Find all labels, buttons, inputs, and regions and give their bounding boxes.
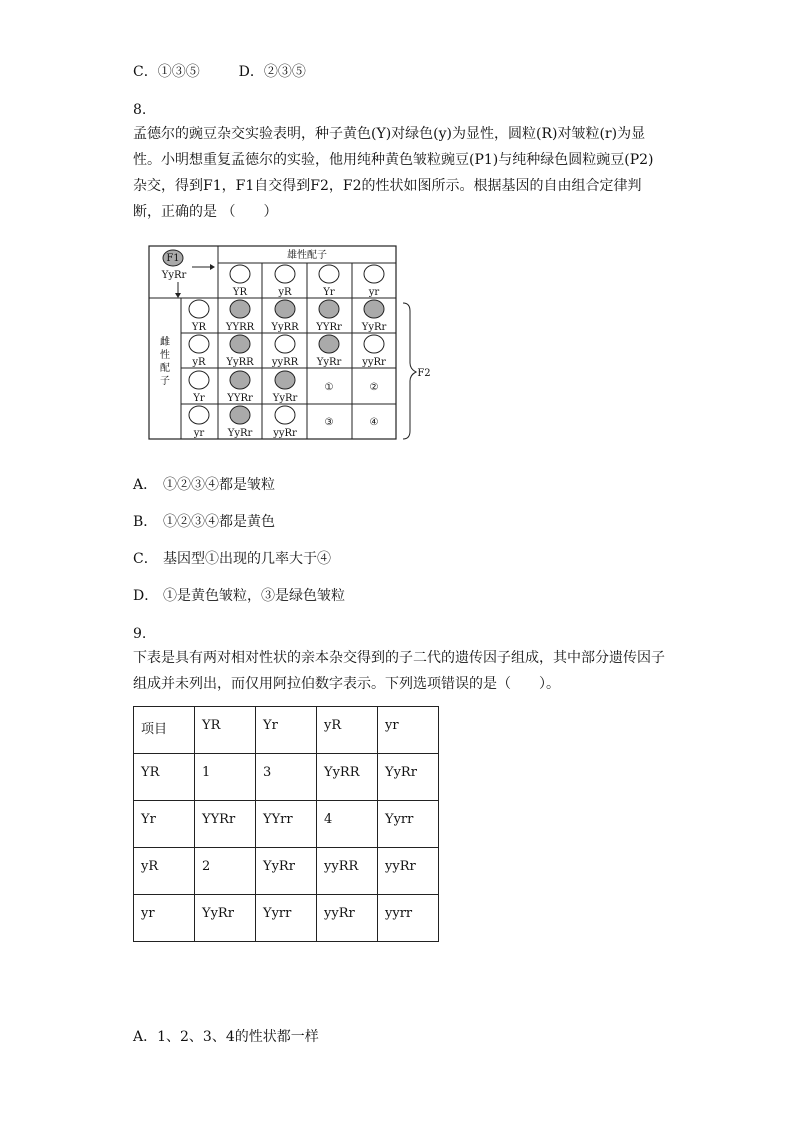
yellow-seed-icon	[319, 300, 339, 318]
f2-brace-icon	[403, 303, 416, 439]
question-9-stem: 下表是具有两对相对性状的亲本杂交得到的子二代的遗传因子组成，其中部分遗传因子组成并未列出，而仅用阿拉伯数字表示。下列选项错误的是（ ）。	[133, 650, 665, 692]
yellow-seed-icon	[230, 371, 250, 389]
option-label: C．	[133, 551, 158, 567]
arrow-down-head	[175, 293, 181, 298]
arrow-right-head	[210, 264, 215, 270]
table-cell: YyRr	[256, 848, 317, 895]
punnett-svg	[148, 245, 433, 442]
genotype-table	[133, 706, 439, 942]
table-cell: yr	[134, 895, 195, 942]
yellow-seed-icon	[230, 335, 250, 353]
female-gamete-seed-icon	[189, 406, 209, 424]
f2-genotype-label: YyRr	[361, 322, 387, 333]
question-8-option-a[interactable]	[133, 475, 275, 495]
table-cell: 2	[195, 848, 256, 895]
f2-genotype-label: YyRr	[227, 428, 253, 439]
table-cell: Yyrr	[256, 895, 317, 942]
f2-cell-marker: ②	[369, 382, 379, 393]
question-8-option-b[interactable]	[133, 512, 275, 532]
option-label: D．	[133, 588, 159, 604]
male-gamete-seed-icon	[319, 265, 339, 283]
f2-genotype-label: YYRR	[225, 322, 255, 333]
f1-label: F1	[166, 253, 180, 264]
female-gametes-header: 雌性配子	[160, 337, 170, 387]
table-cell: 项目	[134, 707, 195, 754]
f2-genotype-label: YyRR	[226, 357, 254, 368]
f2-genotype-label: YYRr	[316, 322, 342, 333]
table-cell: YYrr	[256, 801, 317, 848]
question-8-stem: 孟德尔的豌豆杂交实验表明，种子黄色(Y)对绿色(y)为显性，圆粒(R)对皱粒(r)为显性。小明想重复孟德尔的实验，他用纯种黄色皱粒豌豆(P1)与纯种绿色圆粒豌豆(P2)杂交，得到F1，F1自交得到F2，F2的性状如图所示。根据基因的自由组合定律判断，正确的是 （ ）	[133, 126, 654, 220]
f2-cell-marker: ①	[324, 382, 334, 393]
previous-options-line	[133, 62, 306, 82]
f2-cell-marker: ④	[369, 417, 379, 428]
question-9-option-a[interactable]: A．1、2、3、4的性状都一样	[133, 1029, 319, 1045]
male-gametes-header: 雄性配子	[287, 250, 327, 261]
question-8-option-c[interactable]	[133, 549, 331, 569]
female-gamete-seed-icon	[189, 371, 209, 389]
male-gamete-label: yR	[278, 287, 292, 298]
male-gamete-seed-icon	[230, 265, 250, 283]
green-seed-icon	[275, 335, 295, 353]
f2-label: F2	[417, 368, 431, 379]
yellow-seed-icon	[275, 300, 295, 318]
yellow-seed-icon	[275, 371, 295, 389]
f2-genotype-label: YyRr	[272, 393, 298, 404]
f2-genotype-label: YYRr	[227, 393, 253, 404]
table-cell: yR	[317, 707, 378, 754]
table-cell: yyRr	[317, 895, 378, 942]
yellow-seed-icon	[319, 335, 339, 353]
f2-genotype-label: yyRr	[273, 428, 297, 439]
punnett-square-diagram	[148, 245, 433, 442]
question-8-option-d[interactable]	[133, 586, 345, 606]
female-gamete-label: Yr	[193, 393, 205, 404]
f1-genotype: YyRr	[161, 270, 187, 281]
table-cell: yr	[378, 707, 439, 754]
option-text: ①②③④都是皱粒	[163, 477, 275, 493]
option-text: ①②③④都是黄色	[163, 514, 275, 530]
female-gamete-label: yR	[192, 357, 206, 368]
green-seed-icon	[364, 335, 384, 353]
yellow-seed-icon	[364, 300, 384, 318]
male-gamete-label: YR	[232, 287, 248, 298]
table-cell: Yyrr	[378, 801, 439, 848]
f2-cell-marker: ③	[324, 417, 334, 428]
green-seed-icon	[275, 406, 295, 424]
female-gamete-seed-icon	[189, 300, 209, 318]
table-cell: yyRR	[317, 848, 378, 895]
table-cell: YYRr	[195, 801, 256, 848]
table-row	[134, 754, 439, 801]
question-8-number: 8.	[133, 102, 147, 118]
option-text: ①是黄色皱粒，③是绿色皱粒	[163, 588, 345, 604]
female-gamete-label: yr	[193, 428, 205, 439]
table-row	[134, 848, 439, 895]
male-gamete-label: Yr	[323, 287, 335, 298]
table-cell: yyRr	[378, 848, 439, 895]
female-gamete-seed-icon	[189, 335, 209, 353]
table-cell: YyRr	[195, 895, 256, 942]
table-cell: Yr	[134, 801, 195, 848]
f2-genotype-label: YyRr	[316, 357, 342, 368]
female-gamete-label: YR	[191, 322, 207, 333]
table-cell: 3	[256, 754, 317, 801]
option-d-prev: D．②③⑤	[238, 64, 306, 80]
option-label: B．	[133, 514, 158, 530]
option-text: 基因型①出现的几率大于④	[163, 551, 331, 567]
table-cell: 4	[317, 801, 378, 848]
table-row	[134, 801, 439, 848]
yellow-seed-icon	[230, 406, 250, 424]
table-cell: Yr	[256, 707, 317, 754]
table-cell: YyRR	[317, 754, 378, 801]
male-gamete-label: yr	[368, 287, 380, 298]
table-cell: YR	[134, 754, 195, 801]
table-row	[134, 895, 439, 942]
table-cell: yyrr	[378, 895, 439, 942]
table-cell: yR	[134, 848, 195, 895]
f2-genotype-label: yyRr	[362, 357, 386, 368]
table-cell: YyRr	[378, 754, 439, 801]
male-gamete-seed-icon	[364, 265, 384, 283]
option-c-prev: C．①③⑤	[133, 64, 200, 80]
male-gamete-seed-icon	[275, 265, 295, 283]
option-label: A．	[133, 477, 158, 493]
f2-genotype-label: YyRR	[271, 322, 299, 333]
table-cell: YR	[195, 707, 256, 754]
table-cell: 1	[195, 754, 256, 801]
f2-genotype-label: yyRR	[271, 357, 299, 368]
question-9-number: 9.	[133, 626, 147, 642]
table-row	[134, 707, 439, 754]
yellow-seed-icon	[230, 300, 250, 318]
